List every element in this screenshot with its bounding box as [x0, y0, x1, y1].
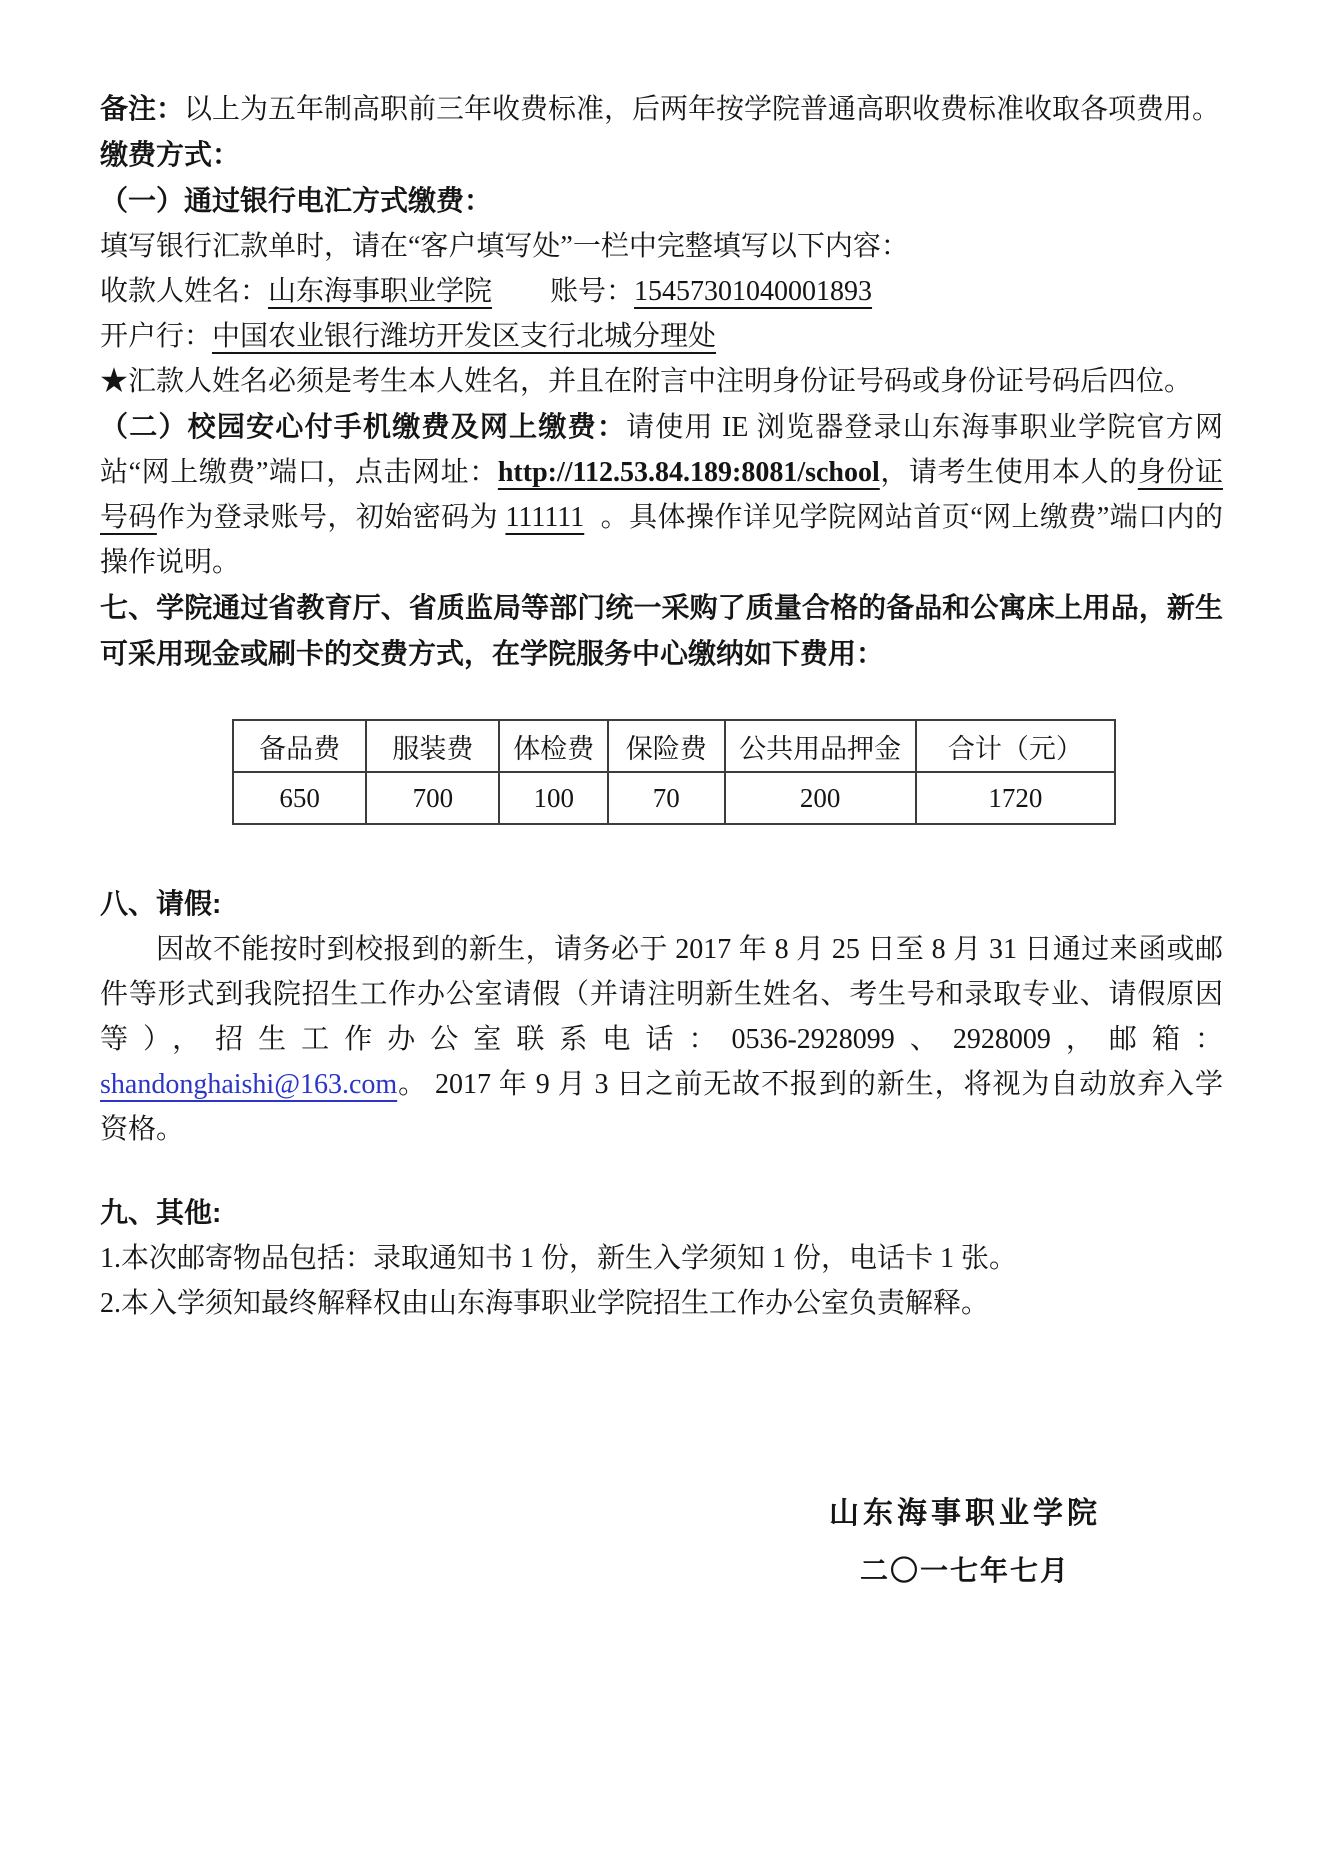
method2-text3: 作为登录账号，初始密码为 [156, 502, 506, 533]
fee-value-cell: 100 [499, 772, 607, 824]
account-label: 账号： [550, 276, 635, 307]
signature-date: 二〇一七年七月 [859, 1556, 1070, 1587]
payee-label: 收款人姓名： [100, 276, 269, 307]
payee-value: 山东海事职业学院 [268, 276, 493, 307]
section9-heading: 九、其他: [100, 1197, 222, 1228]
section8-text2: 。 2017 年 9 月 3 日之前无故不报到的新生，将视为自动放弃入学资格。 [100, 1069, 1223, 1145]
fee-value-cell: 700 [366, 772, 499, 824]
note-line [100, 86, 1223, 132]
method2-heading: （二）校园安心付手机缴费及网上缴费： [100, 411, 627, 442]
fee-value-cell: 200 [725, 772, 916, 824]
fee-header-cell: 备品费 [233, 720, 366, 772]
note-label: 备注： [100, 93, 185, 124]
fee-table-header-row [233, 720, 1115, 772]
fee-header-cell: 公共用品押金 [725, 720, 916, 772]
star-note: ★汇款人姓名必须是考生本人姓名，并且在附言中注明身份证号码或身份证号码后四位。 [100, 366, 1193, 397]
method1-heading: （一）通过银行电汇方式缴费： [100, 185, 493, 216]
fee-header-cell: 服装费 [366, 720, 499, 772]
method1-intro: 填写银行汇款单时，请在“客户填写处”一栏中完整填写以下内容： [100, 231, 909, 262]
bank-line [100, 314, 1223, 359]
section8-text1: 因故不能按时到校报到的新生，请务必于 2017 年 8 月 25 日至 8 月 31 日通过来函或邮件等形式到我院招生工作办公室请假（并请注明新生姓名、考生号和录取专业、请假原因等），招生工作办公室联系电话：0536-2928099、2928009，邮箱： [100, 934, 1223, 1055]
section7-paragraph: 七、学院通过省教育厅、省质监局等部门统一采购了质量合格的备品和公寓床上用品，新生可采用现金或刷卡的交费方式，在学院服务中心缴纳如下费用： [100, 592, 1223, 669]
admissions-email-link[interactable]: shandonghaishi@163.com [100, 1069, 398, 1100]
payment-method-heading: 缴费方式： [100, 139, 241, 170]
payee-line [100, 269, 1223, 314]
section8-paragraph [100, 927, 1223, 1152]
method2-text2: ，请考生使用本人的 [879, 457, 1138, 488]
account-number: 15457301040001893 [634, 276, 873, 307]
section9-item2: 2.本入学须知最终解释权由山东海事职业学院招生工作办公室负责解释。 [100, 1288, 990, 1319]
signature-organization: 山东海事职业学院 [829, 1497, 1101, 1530]
section8-heading: 八、请假: [100, 888, 222, 919]
method2-text4: 。具体操作详见学院网站首页“网上缴费”端口内的操作说明。 [100, 502, 1223, 578]
signature-block [765, 1492, 1165, 1592]
bank-value: 中国农业银行潍坊开发区支行北城分理处 [212, 321, 717, 352]
fee-header-cell: 保险费 [608, 720, 725, 772]
fee-value-cell: 650 [233, 772, 366, 824]
payment-url-link[interactable]: http://112.53.84.189:8081/school [497, 457, 880, 488]
method2-paragraph [100, 404, 1223, 585]
fee-table-value-row [233, 772, 1115, 824]
initial-password: 111111 [505, 502, 585, 533]
fee-header-cell: 合计（元） [916, 720, 1115, 772]
fee-table [232, 719, 1116, 825]
fee-value-cell: 70 [608, 772, 725, 824]
bank-label: 开户行： [100, 321, 213, 352]
fee-value-cell: 1720 [916, 772, 1115, 824]
section9-item1: 1.本次邮寄物品包括：录取通知书 1 份，新生入学须知 1 份，电话卡 1 张。 [100, 1243, 1018, 1274]
fee-header-cell: 体检费 [499, 720, 607, 772]
method2-text1: 请使用 IE 浏览器登录山东海事职业学院官方网站“网上缴费”端口，点击网址： [100, 412, 1223, 488]
note-text: 以上为五年制高职前三年收费标准，后两年按学院普通高职收费标准收取各项费用。 [184, 94, 1221, 125]
id-number-term: 身份证号码 [100, 457, 1223, 533]
